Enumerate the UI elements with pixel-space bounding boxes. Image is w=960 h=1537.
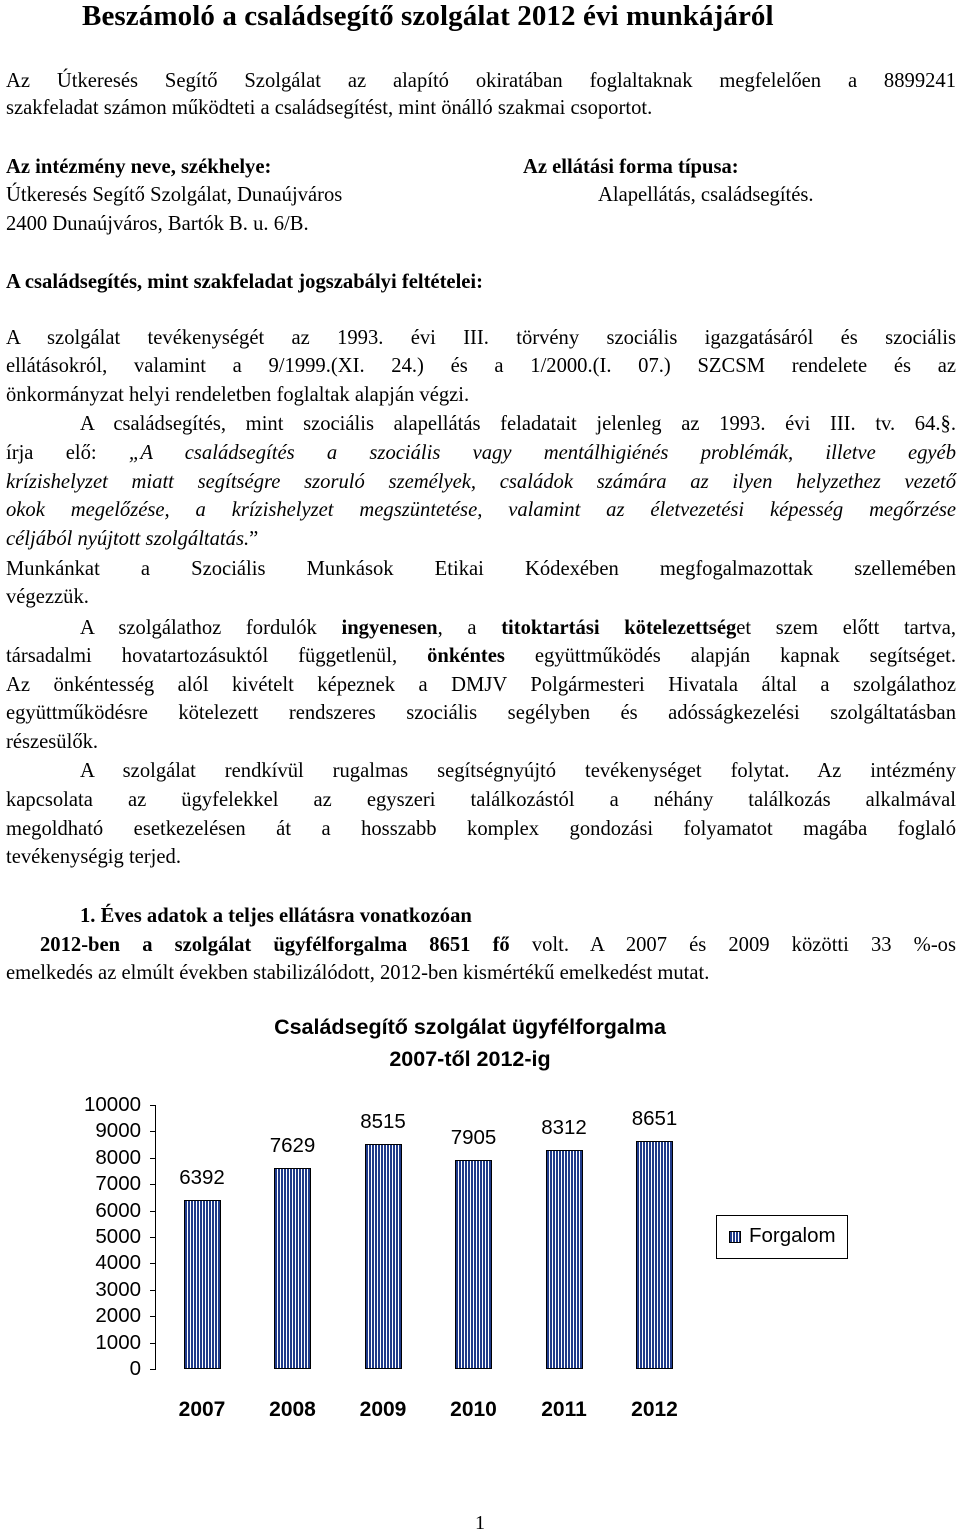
flex-line-1: A szolgálat rendkívül rugalmas segítségnyújtó tevékenységet folytat. Az intézmény bbox=[80, 760, 956, 782]
legal-line-1: A szolgálat tevékenységét az 1993. évi III. törvény szociális igazgatásáról és szociális bbox=[6, 327, 956, 349]
legal-quote-start: „A családsegítés a szociális vagy mentálhigiénés problémák, illetve egyéb bbox=[128, 442, 956, 464]
service-type-label: Az ellátási forma típusa: bbox=[523, 156, 739, 178]
y-tick bbox=[150, 1158, 156, 1159]
legal-quote-line-8: céljából nyújtott szolgáltatás.” bbox=[6, 528, 259, 550]
bar-2011 bbox=[546, 1150, 583, 1369]
chart-title-line-1: Családsegítő szolgálat ügyfélforgalma bbox=[274, 1015, 666, 1039]
y-tick bbox=[150, 1105, 156, 1106]
bar-2012 bbox=[636, 1141, 673, 1369]
flex-line-2: kapcsolata az ügyfelekkel az egyszeri találkozástól a néhány találkozás alkalmával bbox=[6, 789, 956, 811]
page-number: 1 bbox=[475, 1512, 485, 1534]
x-tick-label-2007: 2007 bbox=[178, 1398, 226, 1421]
y-tick bbox=[150, 1343, 156, 1344]
y-tick bbox=[150, 1237, 156, 1238]
service-type-value: Alapellátás, családsegítés. bbox=[598, 184, 814, 206]
bar-value-label-2010: 7905 bbox=[450, 1126, 497, 1150]
y-tick-label: 8000 bbox=[95, 1145, 141, 1169]
bar-value-label-2011: 8312 bbox=[541, 1115, 587, 1139]
legend-label: Forgalom bbox=[749, 1224, 836, 1247]
x-tick-label-2010: 2010 bbox=[450, 1398, 497, 1421]
legal-heading: A családsegítés, mint szakfeladat jogszabályi feltételei: bbox=[6, 271, 484, 293]
clients-line-4: együttműködésre kötelezett rendszeres szociális segélyben és adósságkezelési szolgáltatásban bbox=[6, 702, 956, 724]
y-tick bbox=[150, 1184, 156, 1185]
ethics-line-1: Munkánkat a Szociális Munkások Etikai Kódexében megfogalmazottak szellemében bbox=[6, 558, 956, 580]
bar-value-label-2012: 8651 bbox=[631, 1106, 678, 1130]
clients-line-5: részesülők. bbox=[6, 731, 99, 753]
flex-line-3: megoldható esetkezelésen át a hosszabb komplex gondozási folyamatot magába foglaló bbox=[6, 818, 956, 840]
chart-legend bbox=[716, 1215, 848, 1259]
institution-name-label: Az intézmény neve, székhelye: bbox=[6, 156, 272, 178]
flex-line-4: tevékenységig terjed. bbox=[6, 846, 181, 868]
legend-swatch bbox=[729, 1231, 741, 1243]
bar-value-label-2008: 7629 bbox=[269, 1133, 316, 1157]
y-tick-label: 2000 bbox=[95, 1304, 141, 1328]
y-tick-label: 5000 bbox=[95, 1225, 141, 1248]
bar-value-label-2007: 6392 bbox=[179, 1166, 225, 1190]
section1-line-1: 2012-ben a szolgálat ügyfélforgalma 8651 fő volt. A 2007 és 2009 közötti 33 %-os bbox=[40, 934, 956, 956]
bar-2007 bbox=[184, 1200, 221, 1369]
y-tick bbox=[150, 1131, 156, 1132]
x-tick-label-2008: 2008 bbox=[269, 1398, 316, 1421]
legal-quote-line-6: krízishelyzet miatt segítségre szoruló személyek, családok számára az ilyen helyzethez vezető bbox=[6, 471, 956, 493]
x-tick-label-2011: 2011 bbox=[541, 1398, 587, 1421]
institution-address: 2400 Dunaújváros, Bartók B. u. 6/B. bbox=[6, 213, 309, 235]
intro-line-1: Az Útkeresés Segítő Szolgálat az alapító okiratában foglaltaknak megfelelően a 8899241 bbox=[6, 70, 956, 92]
clients-line-3: Az önkéntesség alól kivételt képeznek a DMJV Polgármesteri Hivatala által a szolgálathoz bbox=[6, 674, 956, 696]
y-tick-label: 3000 bbox=[95, 1277, 141, 1301]
chart-title-line-2: 2007-től 2012-ig bbox=[389, 1047, 551, 1071]
bar-2009 bbox=[365, 1144, 402, 1369]
y-tick-label: 10000 bbox=[83, 1093, 141, 1116]
y-tick bbox=[150, 1316, 156, 1317]
bar-value-label-2009: 8515 bbox=[360, 1110, 406, 1134]
y-tick-label: 9000 bbox=[95, 1119, 141, 1143]
legal-quote-line-7: okok megelőzése, a krízishelyzet megszüntetése, valamint az életvezetési képesség megőrzése bbox=[6, 499, 956, 521]
document-title: Beszámoló a családsegítő szolgálat 2012 évi munkájáról bbox=[82, 0, 774, 32]
y-tick-label: 1000 bbox=[95, 1330, 141, 1354]
institution-name: Útkeresés Segítő Szolgálat, Dunaújváros bbox=[6, 184, 343, 206]
clients-line-2: társadalmi hovatartozásuktól függetlenül, önkéntes együttműködés alapján kapnak segítséget. bbox=[6, 645, 956, 667]
legal-line-4: A családsegítés, mint szociális alapellátás feladatait jelenleg az 1993. évi III. tv. 64.§. bbox=[80, 413, 956, 435]
y-tick-label: 6000 bbox=[95, 1198, 141, 1222]
y-tick-label: 0 bbox=[129, 1357, 141, 1380]
y-tick bbox=[150, 1290, 156, 1291]
x-tick-label-2012: 2012 bbox=[631, 1398, 678, 1421]
legal-line-2: ellátásokról, valamint a 9/1999.(XI. 24.) és a 1/2000.(I. 07.) SZCSM rendelete és az bbox=[6, 355, 956, 377]
legal-line-5 bbox=[6, 442, 956, 465]
y-tick bbox=[150, 1211, 156, 1212]
intro-line-2: szakfeladat számon működteti a családsegítést, mint önálló szakmai csoportot. bbox=[6, 97, 653, 119]
y-tick bbox=[150, 1263, 156, 1264]
legal-line-3: önkormányzat helyi rendeletben foglaltak alapján végzi. bbox=[6, 384, 470, 406]
section1-heading: 1. Éves adatok a teljes ellátásra vonatkozóan bbox=[80, 905, 472, 927]
section1-line-2: emelkedés az elmúlt években stabilizálódott, 2012-ben kismértékű emelkedést mutat. bbox=[6, 962, 710, 984]
legal-line-5-a: írja elő: bbox=[6, 442, 129, 464]
y-tick-label: 7000 bbox=[95, 1172, 141, 1196]
bar-2008 bbox=[274, 1168, 311, 1369]
y-tick-label: 4000 bbox=[95, 1251, 141, 1275]
y-tick bbox=[150, 1369, 156, 1370]
clients-line-1: A szolgálathoz fordulók ingyenesen, a titoktartási kötelezettséget szem előtt tartva, bbox=[80, 617, 956, 639]
ethics-line-2: végezzük. bbox=[6, 586, 89, 608]
x-tick-label-2009: 2009 bbox=[359, 1398, 407, 1421]
bar-2010 bbox=[455, 1160, 492, 1369]
